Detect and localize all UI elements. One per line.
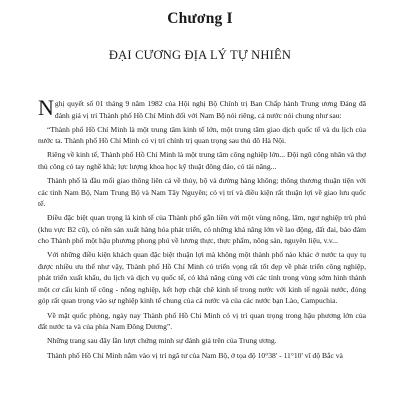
paragraph-6: Với những điều kiện khách quan đặc biệt thuận lợi mà không một thành phố nào khác ở nước ta quy tụ được nhiều ưu thế như vậy, Thành phố Hồ Chí Minh có triển vọng rất tốt đẹp về phát triển công nghiệp, phát triển xuất khẩu, du lịch và dịch vụ quốc tế, có khả năng cùng với các tỉnh trong vùng sớm hình thành một cơ cấu kinh tế công - nông nghiệp, kết hợp chặt chẽ kinh tế trong nước với kinh tế ngoài nước, đóng góp rất quan trọng vào sự nghiệp kinh tế chung của cả nước và của các nước bạn Lào, Campuchia. xyxy=(38,250,366,306)
chapter-number: Chương I xyxy=(167,10,233,27)
paragraph-8: Những trang sau đây lần lượt chứng minh sự đánh giá trên của Trung ương. xyxy=(47,336,277,346)
paragraph-4: Thành phố là đầu mối giao thông liên cả về thủy, bộ và đường hàng không; thông thương thuận tiện với các tỉnh Nam Bộ, Nam Trung Bộ và Nam Tây Nguyên; có vị trí và điều kiện rất thuận lợi về giao lưu quốc tế. xyxy=(38,176,366,209)
drop-cap: N xyxy=(38,95,54,120)
paragraph-text: ghị quyết số 01 tháng 9 năm 1982 của Hội nghị Bộ Chính trị Ban Chấp hành Trung ương Đảng đã đánh giá vị trí Thành phố Hồ Chí Minh đối với Nam Bộ nói riêng, cả nước nói chung như sau: xyxy=(54,99,366,120)
paragraph-2: “Thành phố Hồ Chí Minh là một trung tâm kinh tế lớn, một trung tâm giao dịch quốc tế và du lịch của nước ta. Thành phố Hồ Chí Minh có vị trí chính trị quan trọng sau thủ đô Hà Nội. xyxy=(38,124,366,146)
paragraph-1 xyxy=(38,95,366,121)
paragraph-3: Riêng về kinh tế, Thành phố Hồ Chí Minh là một trung tâm công nghiệp lớn... Đội ngũ công nhân và thợ thủ công có tay nghề khá; lực lượng khoa học kỹ thuật đông đảo, có tài năng... xyxy=(38,150,366,171)
paragraph-5: Điều đặc biệt quan trọng là kinh tế của Thành phố gắn liền với một vùng nông, lâm, ngư nghiệp trù phú (khu vực B2 cũ), có nền sản xuất hàng hóa phát triển, có những khả năng lớn về lao động, đất đai, bảo đảm cho Thành phố một hậu phương phong phú về lương thực, thực phẩm, nông sản, nguyên liệu, v.v... xyxy=(38,213,366,246)
body-text xyxy=(38,95,366,364)
paragraph-9: Thành phố Hồ Chí Minh nằm vào vị trí ngã tư của Nam Bộ, ở tọa độ 10°38' - 11°10' vĩ độ Bắc và xyxy=(47,350,343,360)
chapter-title: ĐẠI CƯƠNG ĐỊA LÝ TỰ NHIÊN xyxy=(108,48,292,62)
paragraph-7: Về mặt quốc phòng, ngày nay Thành phố Hồ Chí Minh có vị trí quan trọng trong hậu phương lớn của đất nước ta và của phía Nam Đông Dương”. xyxy=(38,310,366,332)
